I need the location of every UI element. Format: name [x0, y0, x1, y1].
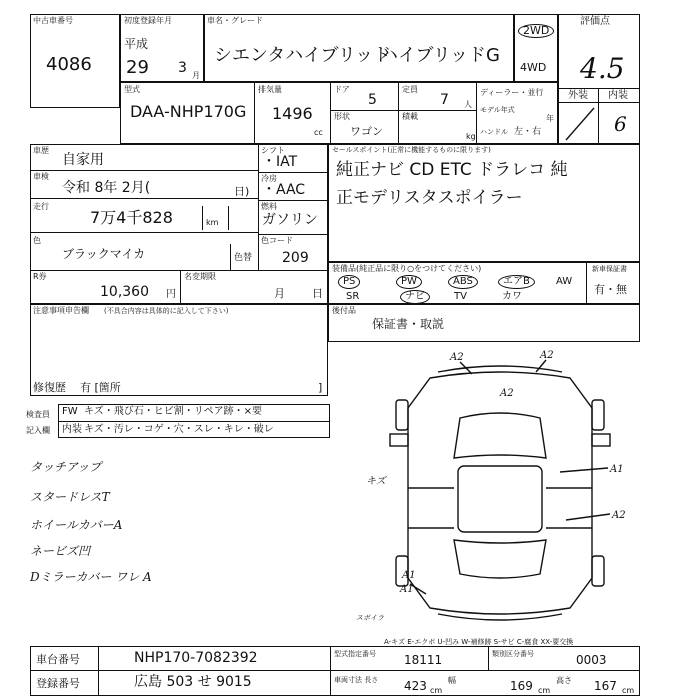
grade-name: ハイブリッドG — [380, 45, 500, 66]
inspection-value: 令和 8年 2月( — [62, 180, 151, 196]
equip-sr: SR — [346, 291, 360, 302]
handle-value: 左・右 — [514, 127, 542, 137]
chassis-label: 車台番号 — [36, 653, 80, 666]
equip-aw: AW — [556, 276, 573, 287]
type-value: DAA-NHP170G — [130, 102, 247, 121]
equip-kawa: カワ — [502, 291, 522, 302]
width-value: 169 — [510, 679, 533, 693]
plate-label: 登録番号 — [36, 677, 80, 690]
sales-points-line2: 正モデリスタスポイラー — [336, 188, 523, 208]
new-car-value: 有・無 — [594, 283, 627, 296]
mark-a2-hood: A2 — [500, 388, 514, 399]
model-label: 車名・グレード — [207, 16, 263, 25]
drive-2wd: 2WD — [518, 24, 554, 38]
inspector-label-1: 検査員 — [26, 410, 50, 419]
note-touchup: タッチアップ — [30, 460, 102, 474]
mark-a1-right-door: A1 — [610, 464, 624, 475]
mileage-unit: km — [206, 218, 219, 227]
aftermarket-label: 後付品 — [332, 306, 356, 315]
aftermarket-value: 保証書・取説 — [372, 317, 445, 331]
model-year-unit: 年 — [546, 114, 554, 123]
interior-label: 内装 — [608, 90, 628, 101]
first-reg-label: 初度登録年月 — [124, 16, 172, 25]
height-label: 高さ — [556, 676, 572, 685]
note-navi-dent: ネービズ凹 — [30, 544, 91, 558]
handle-label: ハンドル — [480, 128, 508, 136]
recycle-value: 10,360 — [100, 284, 149, 300]
model-year-label: モデル年式 — [480, 106, 515, 114]
mark-spoiler: スポイラ — [356, 614, 384, 622]
shift-label: シフト — [261, 146, 285, 155]
door-label: ドア — [334, 85, 350, 94]
load-unit: kg — [466, 132, 476, 141]
displacement-value: 1496 — [272, 104, 313, 123]
capacity-unit: 人 — [464, 100, 472, 109]
name-change-label: 名変期限 — [184, 272, 216, 281]
height-value: 167 — [594, 679, 617, 693]
inspector-row1-head: FW — [62, 406, 78, 417]
mark-a2-right-rear: A2 — [612, 510, 626, 521]
displacement-unit: cc — [314, 128, 323, 137]
inspection-day: 日) — [234, 185, 250, 198]
usage-value: 自家用 — [62, 152, 104, 168]
color-label: 色 — [33, 236, 41, 245]
body-label: 形状 — [334, 112, 350, 121]
equip-abs: ABS — [448, 275, 478, 289]
grade-label: 評価点 — [580, 16, 610, 27]
reg-month: 3 — [178, 60, 187, 76]
inspector-label-2: 記入欄 — [26, 426, 50, 435]
equipment-label: 装備品(純正品に限り○をつけてください) — [332, 264, 482, 273]
color-code-label: 色コード — [261, 236, 293, 245]
ac-label: 冷房 — [261, 174, 277, 183]
car-name: シエンタハイブリッド — [214, 45, 392, 66]
new-car-label: 新車保証書 — [592, 265, 627, 273]
reg-year: 29 — [126, 57, 149, 78]
shift-value: ・IAT — [262, 154, 298, 170]
ac-value: ・AAC — [262, 182, 306, 198]
mark-a2-front-right: A2 — [540, 350, 554, 361]
capacity-label: 定員 — [402, 85, 418, 94]
equip-airbag: エアB — [498, 275, 535, 289]
exterior-slash-mark — [560, 104, 598, 142]
overall-score: 4.5 — [580, 52, 625, 85]
mark-a1-left-rear: A1 — [400, 584, 414, 595]
notes-block — [30, 304, 328, 396]
capacity-value: 7 — [440, 92, 449, 108]
color-value: ブラックマイカ — [62, 247, 146, 261]
exterior-label: 外装 — [568, 90, 588, 101]
dealer-label: ディーラー・並行 — [480, 88, 544, 97]
note-studless: スタードレスT — [30, 490, 110, 504]
class-label: 類別区分番号 — [492, 650, 534, 658]
body-value: ワゴン — [350, 125, 383, 138]
drive-4wd: 4WD — [520, 61, 547, 74]
inspection-label: 車検 — [33, 172, 49, 181]
height-unit: cm — [622, 686, 635, 695]
car-damage-diagram — [356, 348, 640, 632]
sales-points-line1: 純正ナビ CD ETC ドラレコ 純 — [336, 160, 568, 180]
reg-month-unit: 月 — [192, 71, 200, 80]
inspector-row1: キズ・飛び石・ヒビ割・リペア跡・×要 — [84, 406, 262, 417]
equip-pw: PW — [396, 275, 422, 289]
name-change-month: 月 — [274, 287, 285, 300]
mileage-label: 走行 — [33, 202, 49, 211]
note-mirror-cover: Dミラーカバー ワレ A — [30, 570, 152, 584]
chassis-value: NHP170-7082392 — [134, 650, 258, 666]
interior-score: 6 — [614, 112, 627, 136]
name-change-day: 日 — [312, 287, 323, 300]
length-value: 423 — [404, 679, 427, 693]
color-change-label: 色替 — [234, 253, 253, 263]
mark-a1-rear: A1 — [402, 570, 416, 581]
equip-ps: PS — [338, 275, 360, 289]
cert-label: 型式指定番号 — [334, 650, 376, 658]
plate-value: 広島 503 せ 9015 — [134, 674, 252, 690]
lot-label: 中古車番号 — [33, 16, 73, 25]
length-unit: cm — [430, 686, 443, 695]
repair-label: 修復歴 — [33, 381, 66, 394]
sales-points-label: セールスポイント(正常に機能するものに限ります) — [332, 146, 491, 154]
displacement-label: 排気量 — [258, 85, 282, 94]
notes-sub: (不具合内容は具体的に記入して下さい) — [104, 307, 229, 315]
note-wheel-cover: ホイールカバーA — [30, 518, 123, 532]
length-label: 車両寸法 長さ — [334, 676, 379, 684]
color-code-value: 209 — [282, 250, 309, 266]
fuel-value: ガソリン — [262, 212, 318, 228]
damage-legend: A-キズ E-エクボ U-凹み W-補修跡 S-サビ C-腐食 XX-要交換 — [384, 638, 574, 646]
notes-label: 注意事項申告欄 — [33, 306, 89, 315]
equip-navi: ナビ — [400, 290, 430, 304]
usage-label: 車歴 — [33, 146, 49, 155]
recycle-unit: 円 — [166, 289, 176, 300]
inspector-row2: キズ・汚レ・コゲ・穴・スレ・キレ・破レ — [84, 424, 274, 435]
lot-number: 4086 — [46, 54, 92, 75]
class-value: 0003 — [576, 653, 607, 667]
fuel-label: 燃料 — [261, 202, 277, 211]
mark-a2-front-left: A2 — [450, 352, 464, 363]
inspector-row2-head: 内装 — [62, 424, 82, 435]
width-label: 幅 — [448, 676, 456, 685]
era: 平成 — [124, 37, 149, 51]
recycle-label: R券 — [33, 272, 47, 281]
type-label: 型式 — [124, 85, 140, 94]
repair-close: ] — [318, 381, 323, 394]
width-unit: cm — [538, 686, 551, 695]
cert-value: 18111 — [404, 653, 443, 667]
equip-tv: TV — [454, 291, 467, 302]
mark-kizu-left: キズ — [366, 476, 386, 487]
load-label: 積載 — [402, 112, 418, 121]
mileage-value: 7万4千828 — [90, 208, 173, 227]
door-value: 5 — [368, 92, 377, 108]
repair-value: 有 [箇所 — [80, 381, 121, 394]
